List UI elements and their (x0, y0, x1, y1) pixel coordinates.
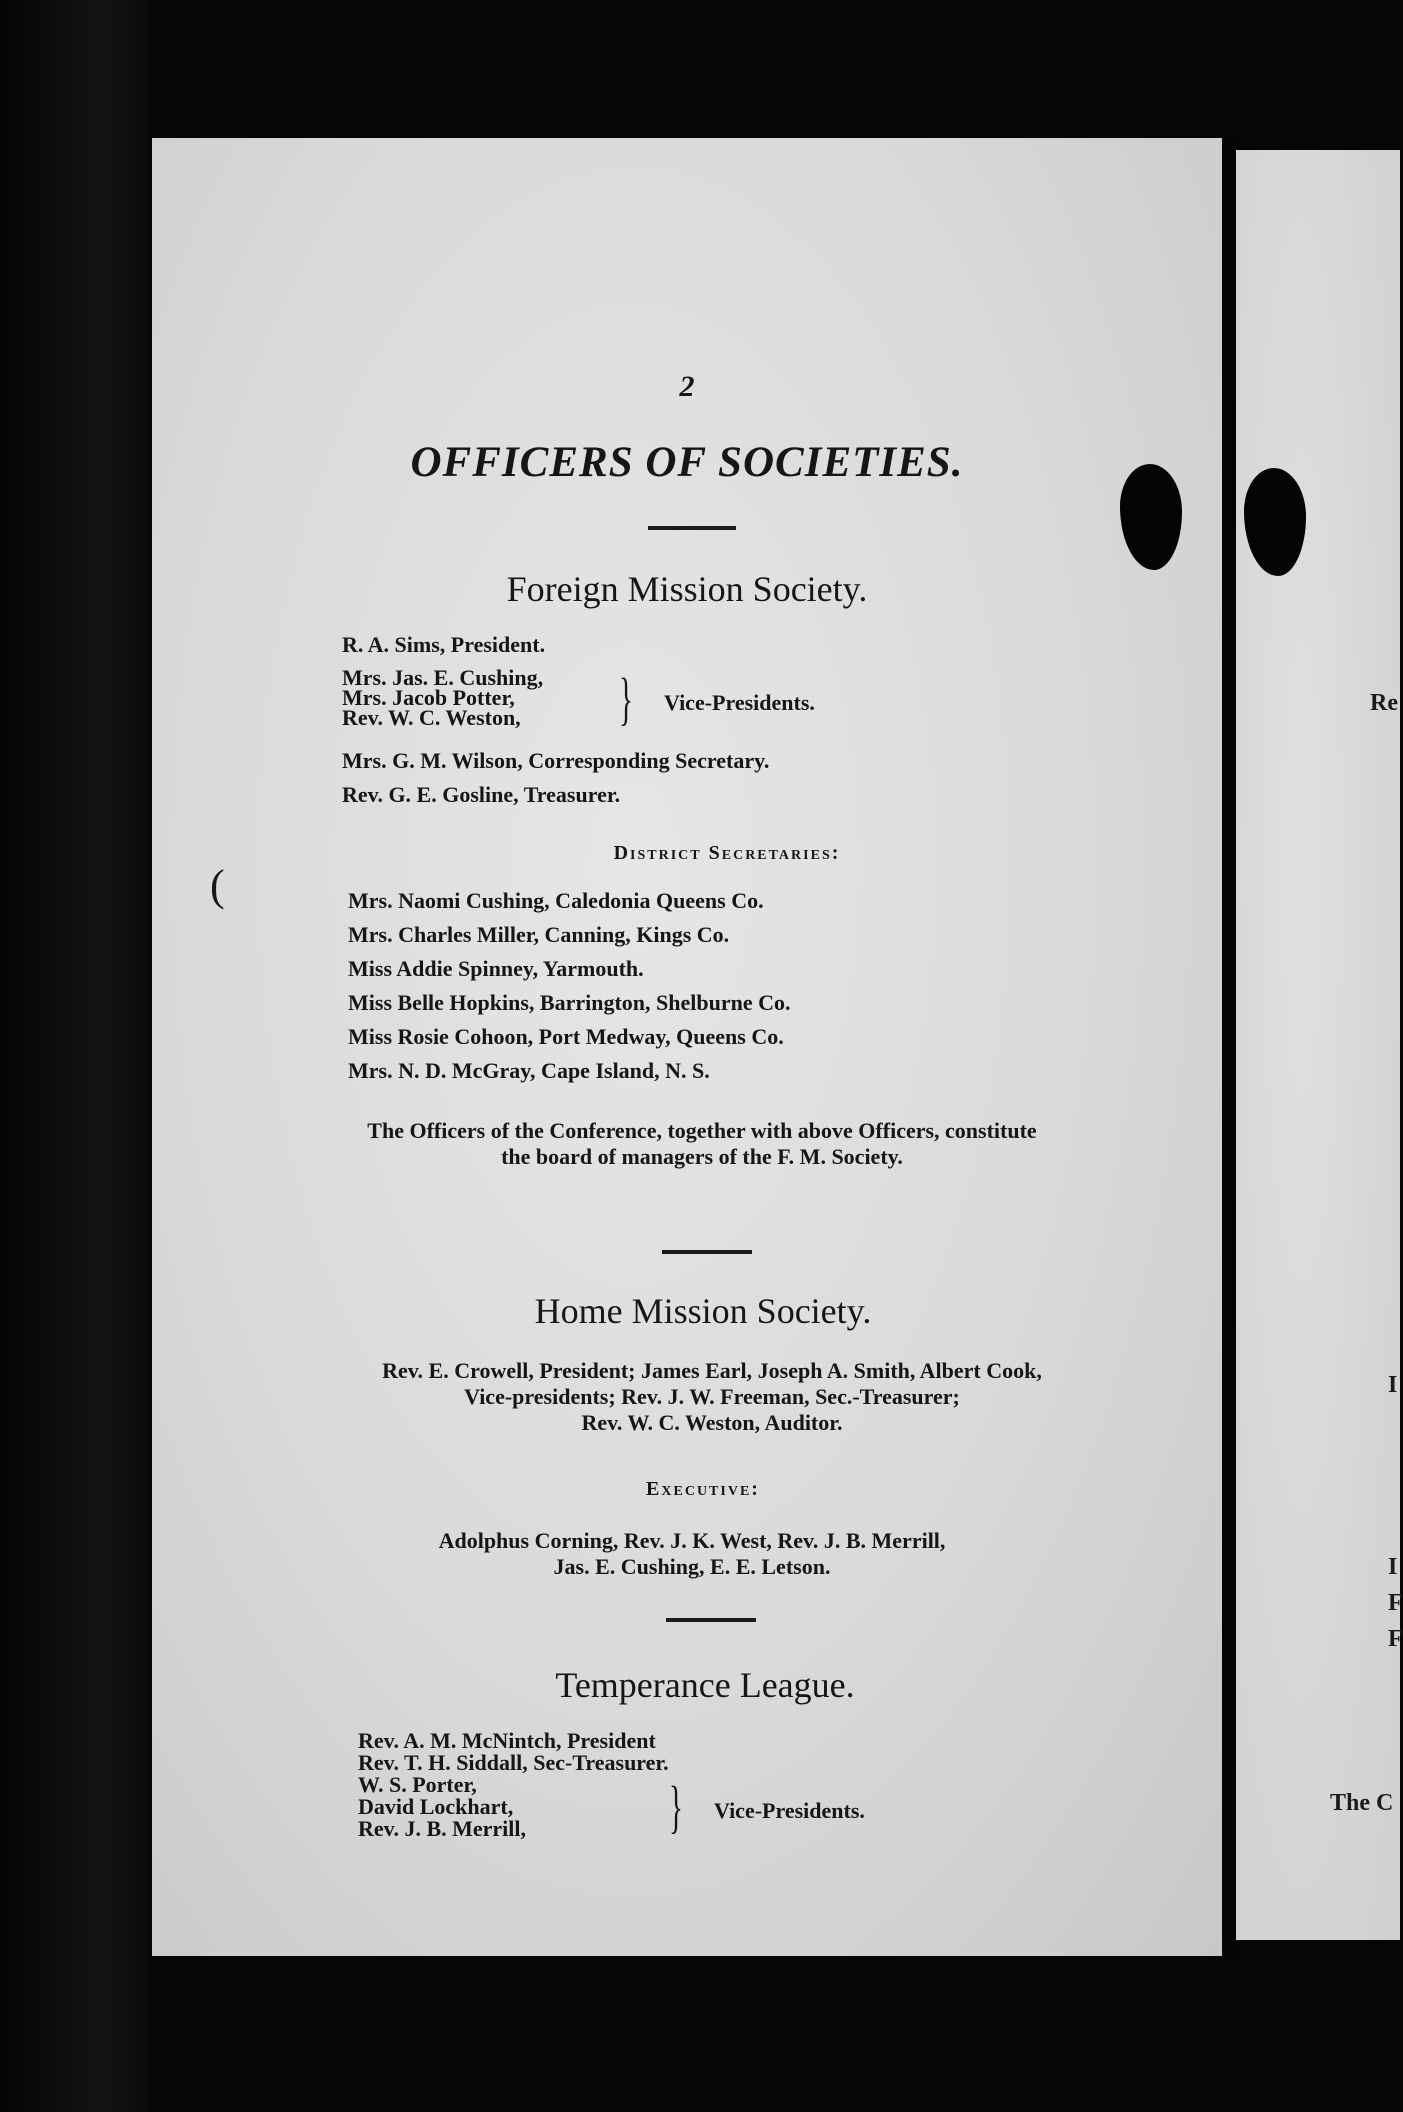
page-gutter (1222, 138, 1236, 1956)
facing-page-text: F (1388, 1626, 1403, 1652)
foreign-vice-president: Mrs. Jas. E. Cushing, (342, 665, 544, 690)
facing-page-text: F (1388, 1590, 1403, 1616)
section-divider (666, 1618, 756, 1622)
facing-page-text: The C (1330, 1790, 1394, 1816)
temperance-vice-label: Vice-Presidents. (714, 1798, 865, 1823)
home-mission-line: Vice-presidents; Rev. J. W. Freeman, Sec.-Treasurer; (464, 1384, 960, 1409)
district-secretary: Miss Belle Hopkins, Barrington, Shelburne Co. (348, 990, 791, 1015)
foreign-mission-heading: Foreign Mission Society. (506, 569, 868, 609)
scan-margin-left (0, 0, 150, 2112)
vice-president-brace: } (618, 666, 633, 731)
district-secretaries-heading: District Secretaries: (613, 842, 841, 864)
facing-page-text: I (1388, 1372, 1398, 1398)
temperance-heading: Temperance League. (555, 1665, 855, 1705)
title-divider (648, 526, 736, 530)
temperance-president: Rev. A. M. McNintch, President (358, 1728, 656, 1753)
section-divider (662, 1250, 752, 1254)
district-secretary: Mrs. N. D. McGray, Cape Island, N. S. (348, 1058, 710, 1083)
margin-pencil-mark: ( (210, 861, 225, 910)
board-note-line: The Officers of the Conference, together with above Officers, constitute (367, 1118, 1037, 1143)
document-page (152, 138, 1222, 1956)
ink-blot (1120, 464, 1182, 570)
foreign-vice-president: Rev. W. C. Weston, (342, 705, 521, 730)
foreign-vice-label: Vice-Presidents. (664, 690, 815, 715)
district-secretary: Miss Addie Spinney, Yarmouth. (348, 956, 644, 981)
page-title: OFFICERS OF SOCIETIES. (410, 439, 964, 486)
home-mission-officers (192, 1358, 1232, 1436)
district-secretary: Mrs. Charles Miller, Canning, Kings Co. (348, 922, 730, 947)
foreign-treasurer: Rev. G. E. Gosline, Treasurer. (342, 782, 621, 807)
foreign-vice-president: Mrs. Jacob Potter, (342, 685, 515, 710)
page-number: 2 (679, 370, 695, 403)
executive-line: Adolphus Corning, Rev. J. K. West, Rev. J. B. Merrill, (438, 1528, 946, 1553)
district-secretary: Miss Rosie Cohoon, Port Medway, Queens Co. (348, 1024, 784, 1049)
corresponding-secretary: Mrs. G. M. Wilson, Corresponding Secretary. (342, 748, 770, 773)
temperance-vice-president: David Lockhart, (358, 1794, 514, 1819)
facing-page-text: Re (1370, 690, 1398, 716)
ink-blot (1244, 468, 1306, 576)
home-mission-heading: Home Mission Society. (534, 1291, 872, 1331)
home-mission-line: Rev. E. Crowell, President; James Earl, Joseph A. Smith, Albert Cook, (382, 1358, 1042, 1383)
temperance-vice-president: W. S. Porter, (358, 1772, 477, 1797)
board-note (192, 1118, 1212, 1170)
executive-line: Jas. E. Cushing, E. E. Letson. (553, 1554, 831, 1579)
executive-members (192, 1528, 1192, 1580)
temperance-treasurer: Rev. T. H. Siddall, Sec-Treasurer. (358, 1750, 669, 1775)
foreign-president: R. A. Sims, President. (342, 632, 546, 657)
facing-page-edge (1236, 150, 1403, 1940)
district-secretary: Mrs. Naomi Cushing, Caledonia Queens Co. (348, 888, 764, 913)
temperance-brace: } (668, 1774, 683, 1839)
temperance-vice-president: Rev. J. B. Merrill, (358, 1816, 527, 1841)
executive-heading: Executive: (646, 1478, 760, 1500)
facing-page-text: I (1388, 1554, 1398, 1580)
home-mission-line: Rev. W. C. Weston, Auditor. (581, 1410, 843, 1435)
board-note-line: the board of managers of the F. M. Society. (501, 1144, 903, 1169)
